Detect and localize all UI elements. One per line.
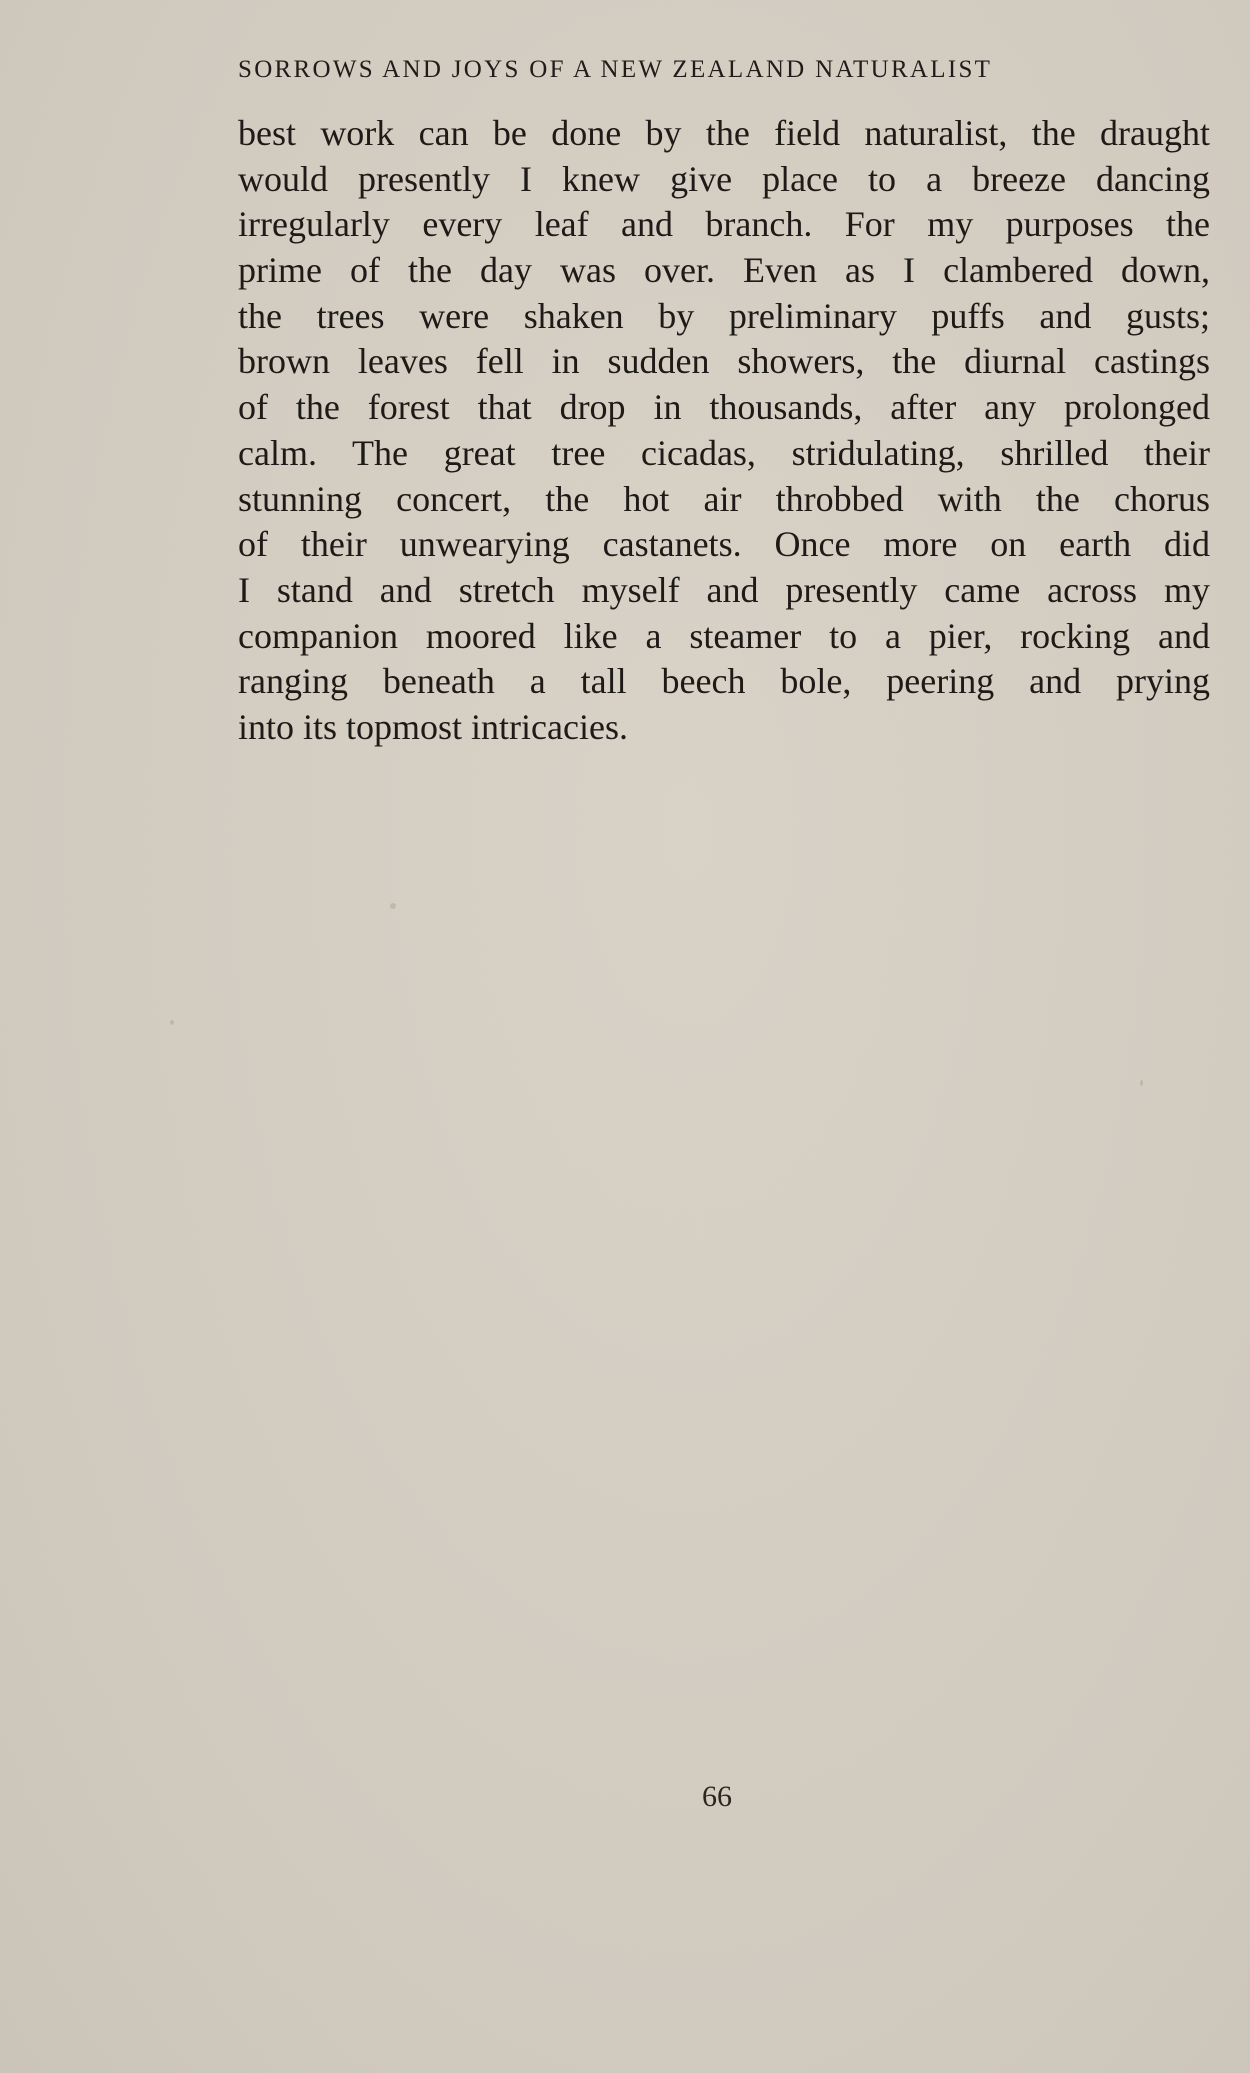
page-number: 66 [702,1780,732,1813]
text-line: the trees were shaken by preliminary puffs and gusts; [238,295,1210,336]
paper-speck [1140,1080,1143,1086]
text-line: would presently I knew give place to a breeze dancing [238,158,1210,199]
running-head: SORROWS AND JOYS OF A NEW ZEALAND NATURALIST [238,56,993,83]
paper-speck [390,903,396,909]
text-line: into its topmost intricacies. [238,706,628,747]
text-line: best work can be done by the field naturalist, the draught [238,113,1210,153]
text-line: irregularly every leaf and branch. For my purposes the [238,204,1210,245]
text-line: of their unwearying castanets. Once more on earth did [238,524,1210,565]
text-line: companion moored like a steamer to a pier, rocking and [238,615,1210,656]
text-line: of the forest that drop in thousands, after any prolonged [238,387,1210,428]
body-paragraph [238,111,1210,751]
text-line: brown leaves fell in sudden showers, the diurnal castings [238,341,1210,382]
paper-speck [170,1020,174,1025]
text-line: ranging beneath a tall beech bole, peering and prying [238,661,1210,702]
text-line: I stand and stretch myself and presently came across my [238,569,1210,610]
text-line: calm. The great tree cicadas, stridulating, shrilled their [238,432,1210,473]
text-line: prime of the day was over. Even as I clambered down, [238,250,1210,291]
text-line: stunning concert, the hot air throbbed with the chorus [238,478,1210,519]
